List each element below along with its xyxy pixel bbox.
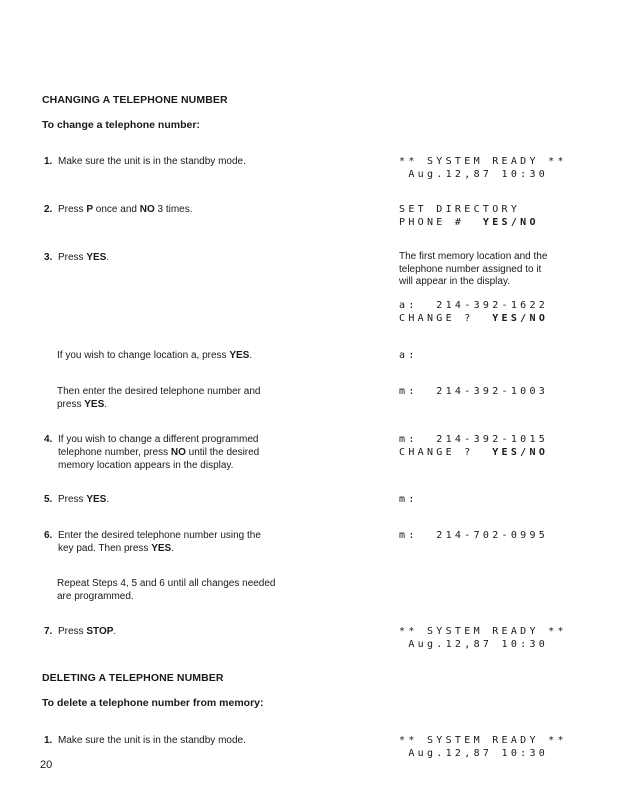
lcd-line: Aug.12,87 10:30: [399, 748, 549, 759]
lcd-prompt: YES/NO: [492, 313, 549, 324]
lcd-display-a-empty: [399, 349, 418, 362]
step-text: Make sure the unit is in the standby mode.: [58, 735, 246, 746]
key-label: YES: [86, 494, 107, 505]
step-number: 6.: [44, 530, 53, 541]
step-text: .: [106, 252, 110, 263]
step-text: .: [171, 543, 174, 554]
step-text: press: [57, 399, 85, 410]
lcd-line: SET DIRECTORY: [399, 204, 521, 215]
page-number: 20: [40, 759, 53, 771]
step-number: 3.: [44, 252, 53, 263]
step-7: [44, 625, 274, 638]
step-text: until the desired: [185, 447, 260, 458]
lcd-line: CHANGE ?: [399, 447, 493, 458]
step-number: 1.: [44, 156, 53, 167]
key-label: YES: [86, 252, 107, 263]
step-text: telephone number, press: [58, 447, 171, 458]
key-label: NO: [170, 447, 186, 458]
key-label: P: [86, 204, 94, 215]
lcd-line: CHANGE ?: [399, 313, 493, 324]
lcd-line: ** SYSTEM READY **: [399, 735, 567, 746]
note-text: The first memory location and the: [399, 251, 548, 262]
note-text: will appear in the display.: [399, 276, 510, 287]
step-text: If you wish to change a different programmed: [58, 434, 259, 445]
step-text: Press: [58, 626, 87, 637]
step-text: Then enter the desired telephone number and: [57, 386, 261, 397]
lcd-line: m: 214-702-0995: [399, 530, 549, 541]
step-4: [44, 433, 284, 472]
lcd-display-standby-3: [399, 734, 567, 760]
section-title-deleting: DELETING A TELEPHONE NUMBER: [42, 672, 224, 684]
instruction-location-a: [57, 349, 287, 362]
display-note: [399, 251, 559, 289]
step-text: once and: [93, 204, 140, 215]
lcd-line: a:: [399, 350, 418, 361]
step-5: [44, 493, 274, 506]
lcd-display-m-empty: [399, 493, 418, 506]
delete-step-1: [44, 734, 274, 747]
key-label: NO: [139, 204, 155, 215]
lcd-line: m: 214-392-1015: [399, 434, 549, 445]
key-label: YES: [84, 399, 105, 410]
lcd-prompt: YES/NO: [492, 447, 549, 458]
section-subtitle-deleting: To delete a telephone number from memory:: [42, 697, 264, 709]
lcd-prompt: YES/NO: [482, 217, 539, 228]
step-1: [44, 155, 274, 168]
step-text: Press: [58, 204, 87, 215]
lcd-display-m-1015: [399, 433, 548, 459]
step-text: .: [113, 626, 117, 637]
lcd-display-m-1003: [399, 385, 548, 398]
lcd-display-m-0995: [399, 529, 548, 542]
step-number: 7.: [44, 626, 53, 637]
step-number: 2.: [44, 204, 53, 215]
instruction-repeat: [57, 577, 297, 603]
step-text: memory location appears in the display.: [58, 460, 234, 471]
step-number: 4.: [44, 434, 53, 445]
lcd-display-standby: [399, 155, 567, 181]
step-text: .: [249, 350, 253, 361]
step-text: Press: [58, 494, 87, 505]
lcd-line: Aug.12,87 10:30: [399, 169, 549, 180]
section-title-changing: CHANGING A TELEPHONE NUMBER: [42, 94, 228, 106]
key-label: YES: [229, 350, 250, 361]
step-text: If you wish to change location a, press: [57, 350, 230, 361]
lcd-line: a: 214-392-1622: [399, 300, 549, 311]
key-label: YES: [151, 543, 172, 554]
lcd-display-location-a: [399, 299, 548, 325]
step-text: Make sure the unit is in the standby mode.: [58, 156, 246, 167]
step-text: are programmed.: [57, 591, 134, 602]
step-text: Enter the desired telephone number using the: [58, 530, 261, 541]
step-2: [44, 203, 274, 216]
instruction-enter-number: [57, 385, 287, 411]
step-6: [44, 529, 274, 555]
lcd-line: PHONE #: [399, 217, 483, 228]
step-text: 3 times.: [154, 204, 193, 215]
step-text: Press: [58, 252, 87, 263]
step-number: 5.: [44, 494, 53, 505]
step-text: key pad. Then press: [58, 543, 152, 554]
step-text: .: [106, 494, 110, 505]
lcd-line: Aug.12,87 10:30: [399, 639, 549, 650]
section-subtitle-changing: To change a telephone number:: [42, 119, 200, 131]
step-text: Repeat Steps 4, 5 and 6 until all changes needed: [57, 578, 276, 589]
lcd-line: m:: [399, 494, 418, 505]
lcd-line: ** SYSTEM READY **: [399, 626, 567, 637]
note-text: telephone number assigned to it: [399, 263, 542, 275]
step-number: 1.: [44, 735, 53, 746]
lcd-display-standby-2: [399, 625, 567, 651]
step-3: [44, 251, 274, 264]
key-label: STOP: [86, 626, 114, 637]
lcd-display-set-directory: [399, 203, 539, 229]
step-text: .: [104, 399, 108, 410]
lcd-line: m: 214-392-1003: [399, 386, 549, 397]
lcd-line: ** SYSTEM READY **: [399, 156, 567, 167]
